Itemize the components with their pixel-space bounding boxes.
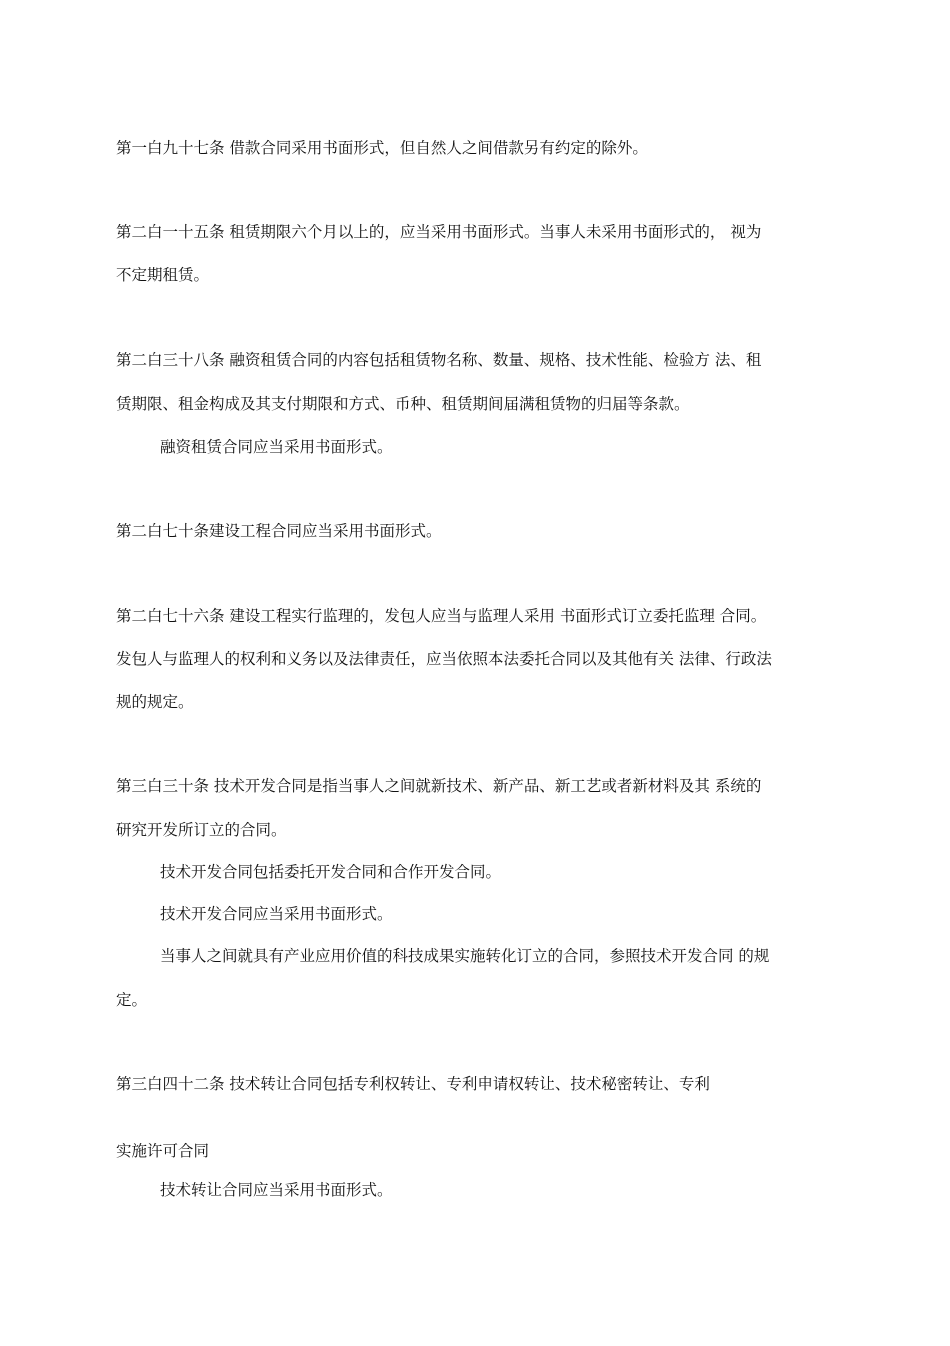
paragraph-line: 当事人之间就具有产业应用价值的科技成果实施转化订立的合同，参照技术开发合同 的规 (160, 947, 770, 965)
paragraph-line: 第三白四十二条 技术转让合同包括专利权转让、专利申请权转让、技术秘密转让、专利 (116, 1075, 710, 1093)
paragraph-line: 定。 (116, 991, 148, 1009)
paragraph-line: 技术开发合同包括委托开发合同和合作开发合同。 (160, 863, 502, 881)
paragraph-line: 第二白三十八条 融资租赁合同的内容包括租赁物名称、数量、规格、技术性能、检验方 法、租 (116, 351, 762, 369)
paragraph-line: 第二白一十五条 租赁期限六个月以上的，应当采用书面形式。当事人未采用书面形式的， 视为 (116, 223, 762, 241)
paragraph-line: 实施许可合同 (116, 1142, 210, 1160)
paragraph-line: 第一白九十七条 借款合同采用书面形式，但自然人之间借款另有约定的除外。 (116, 139, 648, 157)
paragraph-line: 融资租赁合同应当采用书面形式。 (160, 438, 393, 456)
paragraph-line: 发包人与监理人的权利和义务以及法律责任，应当依照本法委托合同以及其他有关 法律、行政法 (116, 650, 772, 668)
paragraph-line: 规的规定。 (116, 693, 194, 711)
paragraph-line: 技术开发合同应当采用书面形式。 (160, 905, 393, 923)
paragraph-line: 技术转让合同应当采用书面形式。 (160, 1181, 393, 1199)
paragraph-line: 赁期限、租金构成及其支付期限和方式、币种、租赁期间届满租赁物的归届等条款。 (116, 395, 690, 413)
paragraph-line: 第二白七十六条 建设工程实行监理的，发包人应当与监理人采用 书面形式订立委托监理 合同。 (116, 607, 767, 625)
paragraph-line: 第二白七十条建设工程合同应当采用书面形式。 (116, 522, 442, 540)
paragraph-line: 不定期租赁。 (116, 266, 210, 284)
paragraph-line: 研究开发所订立的合同。 (116, 821, 287, 839)
paragraph-line: 第三白三十条 技术开发合同是指当事人之间就新技术、新产品、新工艺或者新材料及其 系统的 (116, 777, 762, 795)
